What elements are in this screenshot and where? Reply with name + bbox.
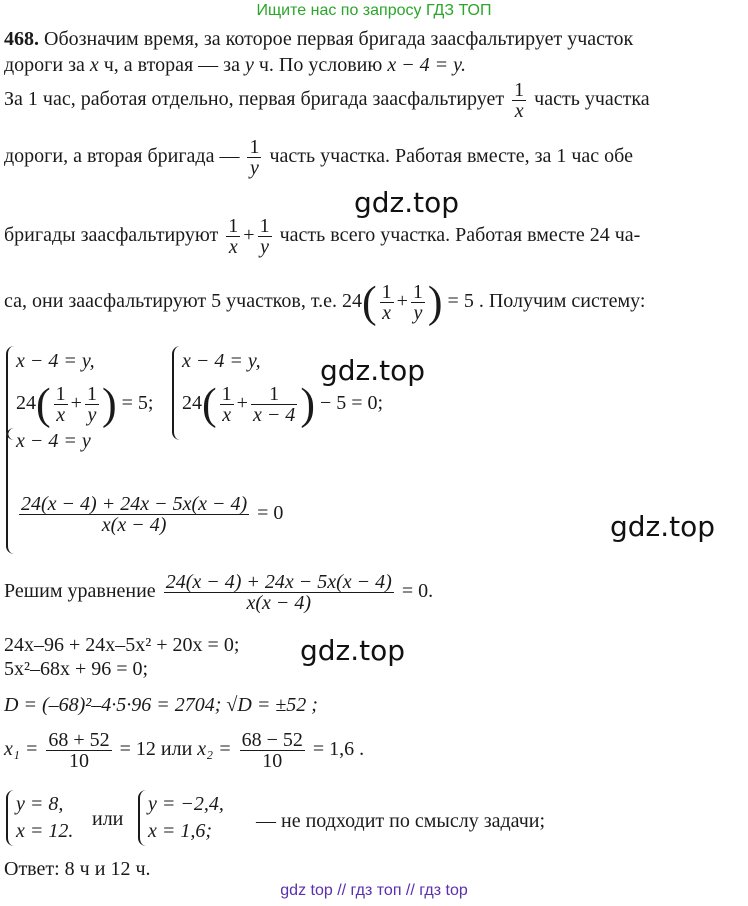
eq-end: − 5 = 0; — [319, 392, 384, 415]
fraction-1-y — [411, 282, 425, 323]
x2-value: = 1,6 . — [312, 738, 365, 761]
problem-text-1: Обозначим время, за которое первая бригада заасфальтирует участок — [44, 28, 634, 50]
system2-line1 — [182, 350, 261, 372]
problem-number: 468. — [4, 28, 39, 50]
header-banner: Ищите нас по запросу ГДЗ ТОП — [256, 2, 492, 19]
var-x: x — [89, 54, 99, 76]
plus: + — [70, 392, 82, 415]
eq: y = −2,4, — [148, 793, 224, 815]
den: 10 — [240, 750, 305, 771]
var-y: y — [260, 236, 270, 258]
paren-right: ) — [427, 277, 443, 327]
num: 1 — [269, 383, 280, 405]
eq: x = 12. — [16, 820, 74, 842]
eq: 24x–96 + 24x–5x² + 20x = 0; — [4, 634, 240, 656]
watermark: gdz.top — [354, 186, 460, 219]
text: дороги, а вторая бригада — — [4, 145, 240, 168]
num: 1 — [228, 215, 239, 237]
text: дороги за — [4, 54, 85, 76]
var-y: y — [413, 302, 423, 324]
den — [411, 302, 425, 323]
den — [251, 404, 297, 425]
den — [247, 157, 261, 178]
system3-line2 — [16, 494, 283, 535]
text: За 1 час, работая отдельно, первая бригада заасфальтирует — [4, 88, 505, 111]
fraction-1-x — [54, 384, 68, 425]
expr: 24(x − 4) + 24x − 5x(x − 4) — [21, 493, 248, 515]
den — [19, 514, 249, 535]
var-y: y — [244, 54, 254, 76]
num: 68 − 52 — [241, 729, 303, 751]
coef-24: 24 — [16, 392, 36, 415]
var-x: x — [514, 100, 524, 122]
roots-line — [4, 730, 364, 771]
fraction-1-x — [380, 282, 394, 323]
num: 1 — [259, 215, 270, 237]
paren-left: ( — [36, 379, 51, 429]
num: 1 — [55, 383, 66, 405]
fraction-1-x — [226, 216, 240, 257]
expr: 24(x − 4) + 24x − 5x(x − 4) — [165, 571, 392, 593]
den — [220, 404, 234, 425]
or-text: или — [92, 808, 124, 830]
answer: Ответ: 8 ч и 12 ч. — [4, 858, 151, 880]
den — [54, 404, 68, 425]
num: 1 — [86, 383, 97, 405]
text: часть всего участка. Работая вместе 24 ча- — [279, 224, 641, 247]
num: 1 — [412, 281, 423, 303]
big-fraction — [164, 572, 394, 613]
x2-fraction — [240, 730, 305, 771]
text: ч, а вторая — за — [103, 54, 240, 76]
num: 1 — [221, 383, 232, 405]
eq-zero: = 0 — [257, 502, 284, 525]
eq-zero: = 0. — [401, 580, 434, 603]
text-line-4 — [4, 137, 633, 178]
paren-left: ( — [202, 379, 217, 429]
answer-system1-line1 — [16, 793, 63, 815]
expr: x(x − 4) — [101, 514, 167, 536]
discriminant — [4, 694, 318, 716]
paren-right: ) — [101, 379, 117, 429]
num: 1 — [381, 281, 392, 303]
expr: x − 4 — [252, 404, 296, 426]
or-text: или — [160, 738, 193, 761]
text-line-3 — [4, 80, 650, 121]
eq: y = 8, — [16, 793, 64, 815]
eq: x − 4 = y, — [16, 350, 95, 372]
x1-value: = 12 — [119, 738, 156, 761]
system2-line2 — [182, 379, 384, 429]
x1-fraction — [46, 730, 111, 771]
text: = 5 . Получим систему: — [447, 290, 646, 313]
problem-line-2 — [4, 54, 466, 76]
den — [258, 236, 272, 257]
den — [164, 592, 394, 613]
system-brace — [172, 346, 182, 440]
var-x: x — [228, 236, 238, 258]
answer-system2-line1 — [148, 793, 224, 815]
text-line-6 — [4, 277, 646, 327]
text: часть участка — [534, 88, 650, 111]
num: 68 + 52 — [48, 729, 110, 751]
not-fit-text: — не подходит по смыслу задачи; — [256, 810, 546, 832]
fraction-1-y — [247, 137, 261, 178]
expr: x(x − 4) — [246, 592, 312, 614]
x1-label: x₁ = — [4, 738, 39, 761]
text: ч. По условию — [258, 54, 383, 76]
eq: x − 4 = y, — [182, 350, 261, 372]
answer-system2-line2 — [148, 820, 212, 842]
plus: + — [243, 224, 255, 247]
fraction-1-y — [258, 216, 272, 257]
system-brace — [6, 346, 16, 440]
watermark: gdz.top — [320, 354, 426, 387]
fraction-1-x — [220, 384, 234, 425]
condition: x − 4 = y. — [387, 54, 466, 76]
text-line-5 — [4, 216, 640, 257]
problem-line-1 — [4, 28, 633, 50]
x2-label: x₂ = — [197, 738, 232, 761]
var-x: x — [222, 404, 232, 426]
text: Решим уравнение — [4, 580, 156, 603]
num: 1 — [514, 79, 525, 101]
footer-links: gdz top // гдз топ // гдз top — [280, 882, 468, 899]
coef-24: 24 — [341, 290, 362, 313]
var-x: x — [56, 404, 66, 426]
answer-system1-line2 — [16, 820, 73, 842]
var-y: y — [87, 404, 97, 426]
var-y: y — [250, 157, 259, 179]
eq: 5x²–68x + 96 = 0; — [4, 658, 149, 680]
eq: x = 1,6; — [148, 820, 213, 842]
system-brace — [6, 790, 16, 846]
paren-left: ( — [361, 277, 377, 327]
fraction-1-y — [85, 384, 99, 425]
equation-1 — [4, 634, 239, 656]
text: са, они заасфальтируют 5 участков, т.е. — [4, 290, 337, 313]
system1-line2 — [16, 379, 154, 429]
watermark: gdz.top — [610, 510, 716, 543]
var-x: x — [382, 302, 392, 324]
den — [85, 404, 99, 425]
equation-2 — [4, 658, 148, 680]
plus: + — [236, 392, 248, 415]
den — [512, 100, 526, 121]
den: 10 — [46, 750, 111, 771]
den — [226, 236, 240, 257]
den — [380, 302, 394, 323]
text: часть участка. Работая вместе, за 1 час обе — [269, 145, 633, 168]
coef-24: 24 — [182, 392, 202, 415]
solve-line — [4, 572, 433, 613]
big-fraction — [19, 494, 249, 535]
eq: D = (–68)²–4·5·96 = 2704; √D = ±52 ; — [4, 694, 318, 716]
system1-line1 — [16, 350, 95, 372]
system-brace — [138, 790, 148, 846]
paren-right: ) — [300, 379, 315, 429]
fraction-1-x — [512, 80, 526, 121]
eq: x − 4 = y — [16, 430, 91, 452]
watermark: gdz.top — [300, 634, 406, 667]
text: бригады заасфальтируют — [4, 224, 219, 247]
system3-line1 — [16, 430, 91, 452]
system-brace — [6, 428, 16, 554]
plus: + — [396, 290, 408, 313]
num — [164, 572, 394, 592]
num — [19, 494, 249, 514]
eq-end: = 5; — [121, 392, 154, 415]
fraction-1-x-minus-4 — [251, 384, 297, 425]
num: 1 — [249, 136, 260, 158]
